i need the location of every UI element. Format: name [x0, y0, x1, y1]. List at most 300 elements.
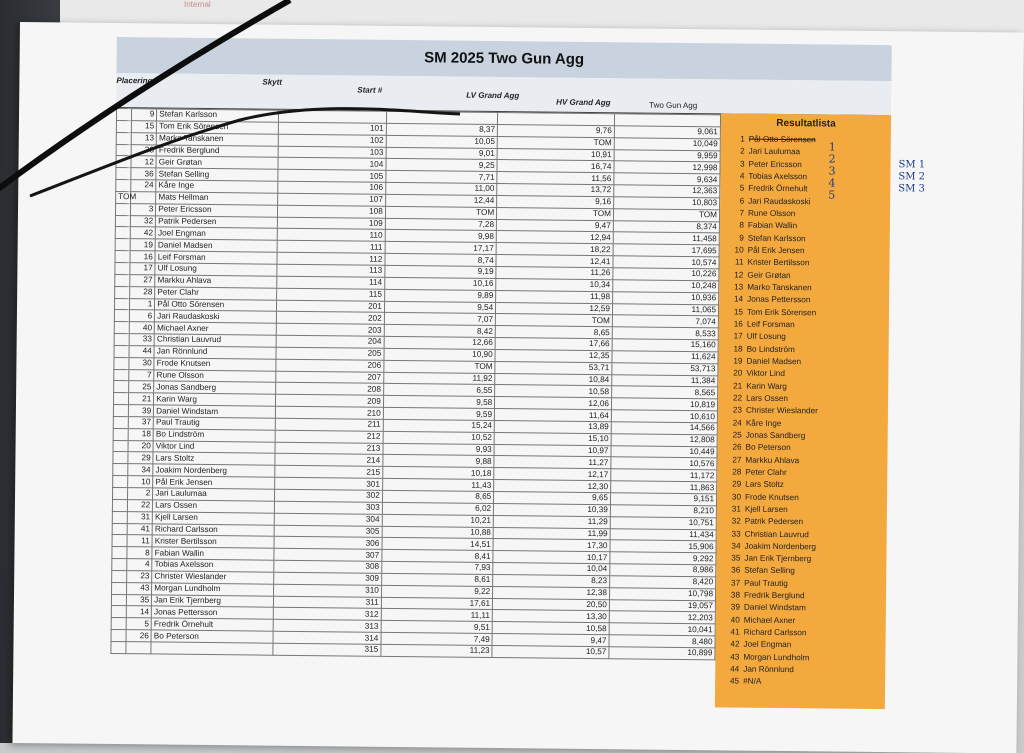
cell-nr: 6 — [129, 310, 155, 322]
cell-lv: 6,55 — [383, 384, 495, 397]
cell-name: Frode Knutsen — [154, 358, 276, 371]
cell-name: Kåre Inge — [156, 180, 278, 193]
cell-two: 10,798 — [609, 587, 715, 600]
handwritten-sm1: SM 1 — [898, 159, 926, 171]
resultatlista-rank: 38 — [730, 590, 741, 600]
cell-nr: 15 — [131, 121, 157, 133]
resultatlista-name: Karin Warg — [746, 381, 787, 391]
cell-name: Lars Ossen — [153, 500, 275, 513]
resultatlista-name: #N/A — [743, 677, 762, 687]
cell-start: 104 — [278, 158, 385, 171]
cell-place — [111, 594, 126, 606]
cell-hv: 10,57 — [492, 645, 609, 658]
cell-nr: 31 — [127, 511, 153, 523]
cell-two: 10,610 — [611, 410, 717, 423]
cell-name — [151, 642, 273, 655]
cell-two: 11,434 — [610, 528, 716, 541]
cell-start: 105 — [278, 169, 385, 182]
cell-name: Tom Erik Sörensen — [157, 121, 279, 134]
cell-start: 309 — [274, 572, 381, 585]
cell-nr: 14 — [126, 606, 152, 618]
cell-start: 311 — [274, 596, 381, 609]
cell-name: Lars Stoltz — [153, 452, 275, 465]
resultatlista-rank: 20 — [733, 368, 743, 378]
cell-hv: 10,58 — [495, 385, 612, 398]
cell-start: 209 — [276, 394, 383, 407]
cell-two: 11,172 — [611, 469, 717, 482]
cell-name: Karin Warg — [154, 393, 276, 406]
cell-start: 101 — [279, 122, 386, 135]
cell-place — [114, 310, 129, 322]
cell-lv: 8,37 — [386, 123, 498, 136]
resultatlista-rank: 19 — [733, 356, 743, 366]
cell-name: Mats Hellman — [156, 192, 278, 205]
cell-lv: 17,17 — [385, 242, 497, 255]
header-start: Start # — [357, 85, 383, 95]
resultatlista-panel — [715, 113, 891, 709]
cell-nr: 26 — [126, 630, 152, 642]
cell-two: 11,384 — [612, 374, 718, 387]
cell-place — [113, 476, 128, 488]
cell-nr: 1 — [129, 298, 155, 310]
cell-name: Marko Tanskanen — [156, 133, 278, 146]
cell-hv: 9,47 — [492, 634, 609, 647]
cell-lv: 9,59 — [383, 407, 495, 420]
resultatlista-name: Peter Ericsson — [748, 159, 802, 169]
cell-nr: 13 — [131, 132, 157, 144]
cell-place — [113, 428, 128, 440]
cell-nr: 23 — [126, 571, 152, 583]
cell-two: 8,533 — [612, 327, 718, 340]
cell-start: 205 — [276, 347, 383, 360]
cell-name: Bo Lindström — [153, 429, 275, 442]
cell-hv: 10,84 — [495, 373, 612, 386]
cell-name: Fredrik Berglund — [156, 144, 278, 157]
cell-name: Richard Carlsson — [152, 523, 274, 536]
header-hv-grand-agg: HV Grand Agg — [556, 97, 611, 108]
cell-lv: 9,22 — [381, 585, 493, 598]
cell-start: 213 — [275, 442, 382, 455]
cell-start: 314 — [273, 631, 380, 644]
cell-lv: 7,71 — [386, 171, 498, 184]
handwritten-sm3: SM 3 — [898, 183, 925, 195]
cell-place — [113, 393, 128, 405]
cell-place — [111, 630, 126, 642]
cell-lv: 11,23 — [381, 644, 493, 657]
cell-start: 201 — [277, 300, 384, 313]
resultatlista-item — [715, 676, 885, 690]
sheet-title: SM 2025 Two Gun Agg — [116, 37, 891, 81]
resultatlista-rank: 15 — [733, 307, 744, 317]
resultatlista-list — [715, 133, 891, 690]
cell-hv: TOM — [496, 314, 613, 327]
cell-lv: 10,88 — [382, 526, 494, 539]
cell-lv: 12,44 — [385, 194, 497, 207]
cell-two: 12,998 — [614, 161, 720, 174]
cell-place — [116, 132, 131, 144]
cell-hv: 11,27 — [494, 456, 611, 469]
resultatlista-item — [717, 515, 887, 529]
cell-place — [113, 440, 128, 452]
handwritten-mark-3: 3 — [828, 164, 836, 178]
cell-place — [113, 416, 128, 428]
cell-nr: 11 — [127, 535, 153, 547]
cell-hv: 10,97 — [494, 444, 611, 457]
resultatlista-name: Marko Tanskanen — [747, 282, 812, 293]
resultatlista-name: Jan Erik Tjernberg — [744, 553, 812, 564]
cell-hv: 8,65 — [495, 326, 612, 339]
resultatlista-rank: 6 — [739, 196, 745, 206]
cell-nr: 32 — [130, 215, 156, 227]
cell-two: 8,565 — [612, 386, 718, 399]
resultatlista-name: Jan Rönnlund — [743, 664, 794, 675]
resultatlista-name: Stefan Karlsson — [747, 233, 806, 243]
cell-place — [116, 109, 131, 121]
cell-lv: 11,92 — [383, 372, 495, 385]
resultatlista-name: Morgan Lundholm — [743, 652, 810, 663]
cell-nr: 19 — [130, 239, 156, 251]
cell-hv: 13,30 — [492, 610, 609, 623]
cell-start: 203 — [277, 323, 384, 336]
cell-lv: 9,54 — [384, 301, 496, 314]
cell-two: 12,203 — [609, 611, 715, 624]
cell-lv: 9,19 — [385, 265, 497, 278]
cell-nr: 21 — [128, 393, 154, 405]
cell-lv: 17,61 — [381, 597, 493, 610]
cell-name: Jan Erik Tjernberg — [152, 595, 274, 608]
cell-name: Peter Clahr — [155, 287, 277, 300]
cell-place — [115, 227, 130, 239]
cell-lv: TOM — [384, 360, 496, 373]
cell-place — [114, 381, 129, 393]
cell-hv: 12,35 — [495, 349, 612, 362]
cell-nr: 2 — [127, 488, 153, 500]
resultatlista-rank: 1 — [740, 134, 745, 144]
cell-hv: 9,65 — [494, 491, 611, 504]
printed-paper — [12, 22, 1023, 753]
cell-hv: 11,29 — [493, 515, 610, 528]
cell-lv: 15,24 — [383, 419, 495, 432]
cell-lv: 10,18 — [383, 467, 495, 480]
cell-name: Jari Raudaskoski — [155, 310, 277, 323]
cell-place — [113, 405, 128, 417]
cell-start: 304 — [275, 513, 382, 526]
resultatlista-rank: 28 — [732, 467, 742, 477]
resultatlista-rank: 9 — [739, 233, 744, 243]
cell-lv: 8,42 — [384, 325, 496, 338]
cell-nr: 10 — [127, 476, 153, 488]
cell-two: 9,634 — [614, 173, 720, 186]
cell-name: Patrik Pedersen — [156, 216, 278, 229]
cell-hv: 11,56 — [497, 172, 614, 185]
cell-lv: 9,25 — [386, 159, 498, 172]
cell-nr: 35 — [126, 594, 152, 606]
cell-place — [112, 582, 127, 594]
resultatlista-name: Richard Carlsson — [743, 627, 807, 638]
resultatlista-rank: 44 — [730, 664, 740, 674]
cell-name: Joakim Nordenberg — [153, 464, 275, 477]
cell-nr: 24 — [130, 180, 156, 192]
cell-nr: 37 — [128, 417, 154, 429]
cell-two: 11,863 — [611, 481, 717, 494]
cell-nr: 16 — [130, 251, 156, 263]
cell-lv: 8,41 — [382, 550, 494, 563]
cell-two: 11,624 — [612, 351, 718, 364]
cell-nr: 20 — [128, 440, 154, 452]
cell-start: 207 — [276, 371, 383, 384]
cell-nr: 3 — [130, 203, 156, 215]
cell-start: 210 — [276, 406, 383, 419]
cell-place — [112, 499, 127, 511]
cell-lv: 10,05 — [386, 135, 498, 148]
cell-place — [111, 618, 126, 630]
cell-start: 109 — [278, 217, 385, 230]
cell-place — [114, 334, 129, 346]
resultatlista-rank: 27 — [732, 455, 742, 465]
handwritten-mark-4: 4 — [828, 176, 836, 190]
results-table — [110, 108, 721, 660]
resultatlista-name: Paul Trautig — [744, 578, 788, 588]
cell-two: 10,041 — [609, 623, 715, 636]
cell-name: Tobias Axelsson — [152, 559, 274, 572]
cell-start: 103 — [278, 146, 385, 159]
cell-hv: 12,17 — [494, 468, 611, 481]
resultatlista-name: Rune Olsson — [747, 208, 796, 219]
cell-place — [113, 452, 128, 464]
cell-hv: 17,66 — [495, 338, 612, 351]
resultatlista-name: Kåre Inge — [745, 418, 782, 428]
cell-nr: 41 — [127, 523, 153, 535]
cell-place — [111, 606, 126, 618]
resultatlista-rank: 10 — [734, 245, 744, 255]
cell-name: Bo Peterson — [151, 630, 273, 643]
resultatlista-title: Resultatlista — [776, 117, 836, 130]
cell-nr: 27 — [129, 274, 155, 286]
cell-nr: 17 — [130, 263, 156, 275]
cell-start: 301 — [275, 477, 382, 490]
cell-name: Kjell Larsen — [153, 512, 275, 525]
cell-two: 12,808 — [611, 433, 717, 446]
resultatlista-name: Fredrik Berglund — [743, 590, 805, 601]
cell-name: Leif Forsman — [155, 251, 277, 264]
cell-start: 306 — [274, 537, 381, 550]
cell-two: 11,065 — [612, 303, 718, 316]
resultatlista-rank: 5 — [739, 183, 745, 193]
cell-place — [116, 144, 131, 156]
resultatlista-name: Christer Wieslander — [745, 405, 818, 416]
resultatlista-rank: 16 — [733, 319, 743, 329]
resultatlista-rank: 14 — [733, 294, 744, 304]
resultatlista-rank: 40 — [730, 615, 740, 625]
cell-start: 206 — [276, 359, 383, 372]
resultatlista-rank: 42 — [730, 639, 740, 650]
cell-hv: 53,71 — [495, 361, 612, 374]
resultatlista-item — [718, 368, 888, 382]
cell-hv: 11,64 — [495, 409, 612, 422]
cell-lv: 10,52 — [383, 431, 495, 444]
cell-two: 10,899 — [609, 647, 715, 660]
resultatlista-rank: 3 — [739, 159, 745, 169]
resultatlista-name: Geir Grøtan — [747, 270, 791, 280]
cell-hv: 10,17 — [493, 551, 610, 564]
cell-start: 215 — [275, 466, 382, 479]
cell-two: 10,574 — [613, 256, 719, 269]
cell-start: 106 — [278, 181, 385, 194]
cell-two: 7,074 — [612, 315, 718, 328]
cell-nr: 4 — [127, 559, 153, 571]
cell-hv: 8,23 — [493, 574, 610, 587]
cell-nr: 9 — [131, 109, 157, 121]
cell-lv: 7,07 — [384, 313, 496, 326]
resultatlista-rank: 45 — [729, 676, 740, 687]
resultatlista-name: Jari Raudaskoski — [748, 196, 811, 206]
cell-hv: 11,26 — [496, 266, 613, 279]
cell-place — [115, 203, 130, 215]
cell-nr: 8 — [127, 547, 153, 559]
cell-two: 10,751 — [610, 516, 716, 529]
cell-place — [115, 251, 130, 263]
cell-start: 115 — [277, 288, 384, 301]
cell-nr: 39 — [128, 405, 154, 417]
cell-nr: 22 — [127, 499, 153, 511]
cell-nr: 33 — [129, 334, 155, 346]
cell-nr: 18 — [128, 428, 154, 440]
cell-hv: 12,41 — [496, 255, 613, 268]
resultatlista-name: Fredrik Örnehult — [748, 183, 808, 194]
cell-hv: TOM — [497, 207, 614, 220]
cell-two: 15,906 — [610, 540, 716, 553]
cell-lv: 14,51 — [382, 538, 494, 551]
cell-hv: 10,91 — [497, 148, 614, 161]
resultatlista-name: Daniel Madsen — [746, 356, 802, 367]
resultatlista-rank: 26 — [732, 442, 742, 452]
cell-nr: 12 — [131, 156, 157, 168]
resultatlista-item — [719, 331, 889, 345]
resultatlista-item — [718, 405, 888, 419]
cell-lv: 6,02 — [382, 502, 494, 515]
cell-start: 114 — [277, 276, 384, 289]
cell-lv: 8,74 — [385, 253, 497, 266]
resultatlista-name: Kjell Larsen — [744, 504, 788, 514]
cell-lv: 9,98 — [385, 230, 497, 243]
resultatlista-rank: 41 — [730, 627, 740, 637]
cell-name: Jonas Pettersson — [152, 606, 274, 619]
cell-name: Christian Lauvrud — [154, 334, 276, 347]
cell-two: 10,226 — [613, 268, 719, 281]
resultatlista-rank: 4 — [739, 171, 745, 181]
cell-start: 303 — [275, 501, 382, 514]
cell-place — [112, 523, 127, 535]
cell-two: 11,458 — [613, 232, 719, 245]
cell-place — [112, 535, 127, 547]
cell-nr: 44 — [129, 346, 155, 358]
cell-place — [114, 345, 129, 357]
cell-nr: 36 — [131, 168, 157, 180]
cell-place — [116, 168, 131, 180]
cell-hv: 12,38 — [493, 586, 610, 599]
cell-start: 111 — [277, 240, 384, 253]
cell-hv: 17,30 — [493, 539, 610, 552]
cell-name: Rune Olsson — [154, 369, 276, 382]
cell-hv: 11,98 — [496, 290, 613, 303]
handwritten-mark-2: 2 — [828, 152, 836, 166]
cell-two: 10,248 — [613, 280, 719, 293]
resultatlista-item — [718, 442, 888, 456]
resultatlista-name: Bo Peterson — [745, 442, 791, 453]
cell-place — [115, 262, 130, 274]
cell-two: 8,210 — [610, 505, 716, 518]
cell-two: 17,695 — [613, 244, 719, 257]
resultatlista-name: Pål Otto Sörensen — [748, 134, 816, 145]
header-two-gun-agg: Two Gun Agg — [649, 100, 698, 111]
cell-lv: 9,89 — [384, 289, 496, 302]
resultatlista-rank: 33 — [731, 528, 741, 539]
cell-lv: 7,93 — [382, 561, 494, 574]
resultatlista-name: Jonas Pettersson — [747, 294, 811, 305]
cell-name: Geir Grøtan — [156, 156, 278, 169]
resultatlista-name: Viktor Lind — [746, 368, 785, 379]
resultatlista-name: Frode Knutsen — [745, 492, 799, 502]
cell-hv: 18,22 — [496, 243, 613, 256]
cell-hv: 11,99 — [493, 527, 610, 540]
resultatlista-rank: 32 — [731, 516, 741, 526]
spreadsheet-printout — [110, 37, 891, 687]
cell-two: 10,576 — [611, 457, 717, 470]
resultatlista-name: Ulf Losung — [746, 331, 786, 342]
cell-start: 305 — [275, 525, 382, 538]
cell-name: Fabian Wallin — [152, 547, 274, 560]
cell-nr: 29 — [128, 452, 154, 464]
handwritten-mark-5: 5 — [828, 188, 836, 202]
cell-name: Viktor Lind — [153, 441, 275, 454]
cell-nr — [126, 642, 152, 654]
cell-name: Daniel Madsen — [155, 239, 277, 252]
cell-lv: 9,58 — [383, 396, 495, 409]
resultatlista-rank: 2 — [740, 146, 745, 156]
cell-start: 202 — [277, 312, 384, 325]
cell-lv: 10,90 — [384, 348, 496, 361]
cell-two: 19,057 — [609, 599, 715, 612]
cell-nr: 5 — [126, 618, 152, 630]
resultatlista-name: Stefan Selling — [744, 566, 795, 576]
cell-hv: TOM — [497, 136, 614, 149]
resultatlista-rank: 34 — [731, 541, 741, 551]
cell-name: Ulf Losung — [155, 263, 277, 276]
cell-start: 302 — [275, 489, 382, 502]
resultatlista-rank: 36 — [731, 565, 741, 576]
cell-hv: 10,58 — [492, 622, 609, 635]
resultatlista-name: Leif Forsman — [746, 319, 795, 330]
resultatlista-name: Joel Engman — [743, 640, 792, 650]
cell-lv: 8,65 — [382, 490, 494, 503]
cell-name: Fredrik Örnehult — [151, 618, 273, 631]
header-lv-grand-agg: LV Grand Agg — [466, 90, 520, 101]
resultatlista-rank: 11 — [734, 257, 744, 267]
cell-name: Jonas Sandberg — [154, 381, 276, 394]
cell-hv: 12,94 — [496, 231, 613, 244]
cell-start: 312 — [274, 608, 381, 621]
cell-two: 8,986 — [610, 564, 716, 577]
handwritten-sm2: SM 2 — [898, 171, 926, 183]
cell-two: 14,566 — [611, 422, 717, 435]
resultatlista-name: Joakim Nordenberg — [744, 541, 817, 552]
cell-hv: 10,04 — [493, 563, 610, 576]
cell-lv: 11,11 — [381, 609, 493, 622]
cell-two: 8,480 — [609, 635, 715, 648]
resultatlista-name: Michael Axner — [743, 615, 796, 625]
cell-two: 9,292 — [610, 552, 716, 565]
cell-two: 8,374 — [613, 220, 719, 233]
